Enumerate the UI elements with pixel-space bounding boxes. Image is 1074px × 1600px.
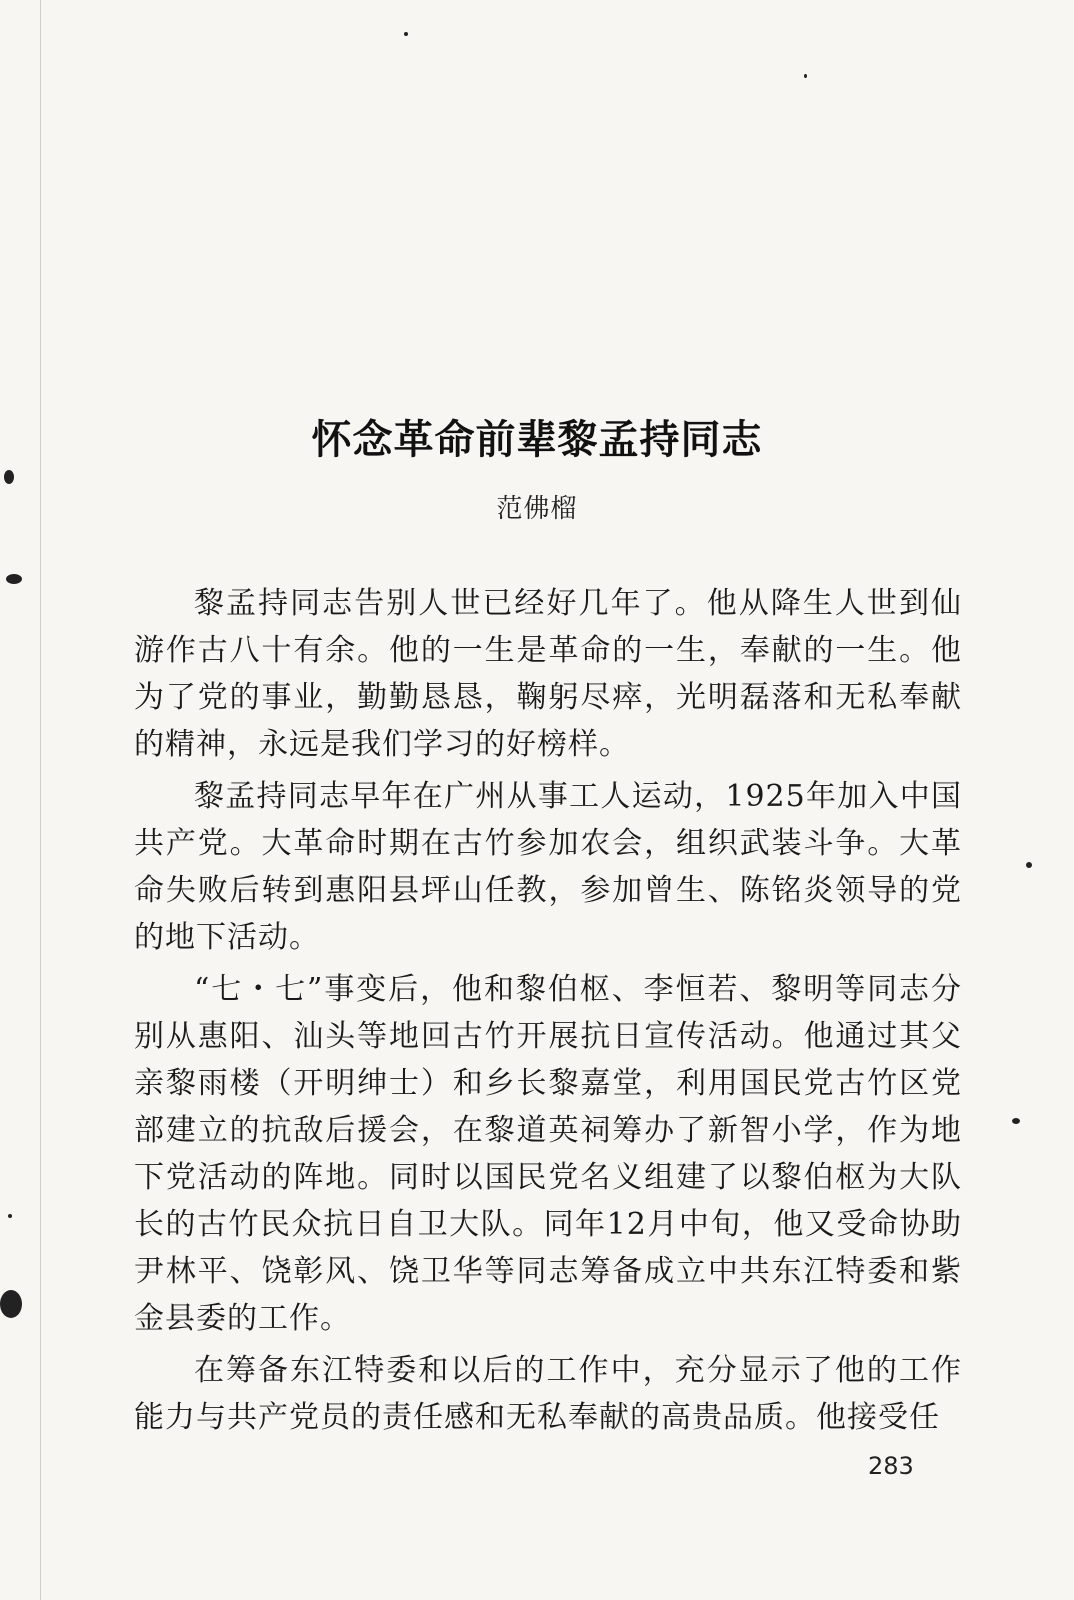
page-edge-line xyxy=(40,0,41,1600)
paragraph: “七・七”事变后，他和黎伯枢、李恒若、黎明等同志分别从惠阳、汕头等地回古竹开展抗日宣传活动。他通过其父亲黎雨楼（开明绅士）和乡长黎嘉堂，利用国民党古竹区党部建立的抗敌后援会，在黎道英祠筹办了新智小学，作为地下党活动的阵地。同时以国民党名义组建了以黎伯枢为大队长的古竹民众抗日自卫大队。同年12月中旬，他又受命协助尹林平、饶彰风、饶卫华等同志筹备成立中共东江特委和紫金县委的工作。 xyxy=(134,972,962,1336)
paragraph: 在筹备东江特委和以后的工作中，充分显示了他的工作能力与共产党员的责任感和无私奉献的高贵品质。他接受任 xyxy=(134,1353,962,1435)
page-number: 283 xyxy=(868,1452,914,1480)
article-title: 怀念革命前辈黎孟持同志 xyxy=(311,417,763,463)
article-author: 范佛榴 xyxy=(496,494,578,524)
paragraph: 黎孟持同志早年在广州从事工人运动，1925年加入中国共产党。大革命时期在古竹参加农会，组织武装斗争。大革命失败后转到惠阳县坪山任教，参加曾生、陈铭炎领导的党的地下活动。 xyxy=(134,779,962,955)
article-body xyxy=(134,580,962,1446)
paragraph: 黎孟持同志告别人世已经好几年了。他从降生人世到仙游作古八十有余。他的一生是革命的一生，奉献的一生。他为了党的事业，勤勤恳恳，鞠躬尽瘁，光明磊落和无私奉献的精神，永远是我们学习的好榜样。 xyxy=(134,586,962,762)
